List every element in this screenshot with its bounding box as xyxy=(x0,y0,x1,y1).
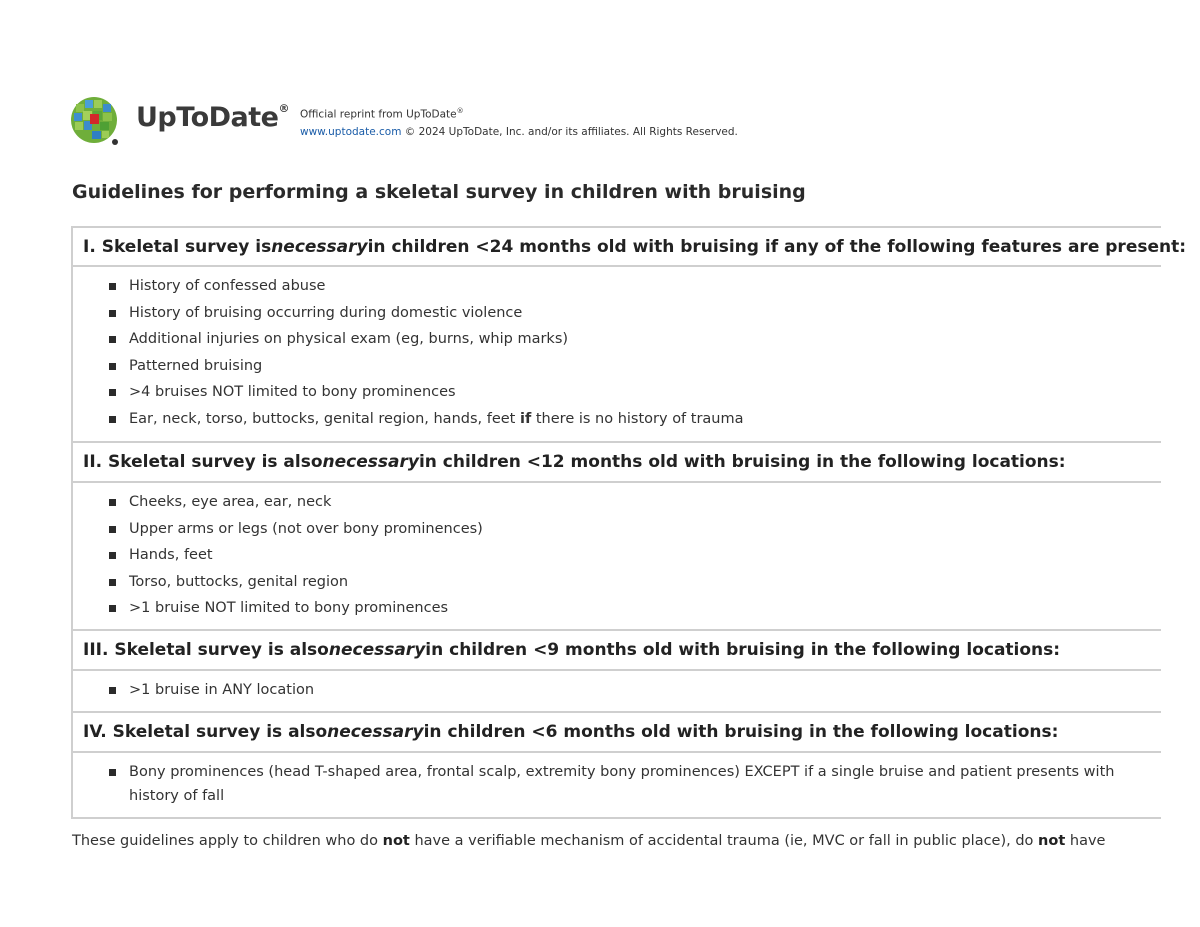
section-heading-4 xyxy=(73,711,1161,753)
item-text: >4 bruises NOT limited to bony prominences xyxy=(129,384,456,400)
bullet-square-icon xyxy=(109,605,116,612)
heading-text: in children <9 months old with bruising in the following locations: xyxy=(425,640,1061,660)
header xyxy=(70,96,970,146)
list-item xyxy=(109,493,1161,512)
item-text: Patterned bruising xyxy=(129,357,263,374)
list-item xyxy=(109,520,1161,539)
section-heading-2 xyxy=(73,441,1161,483)
reprint-registered-mark: ® xyxy=(456,107,464,115)
item-text: History of confessed abuse xyxy=(129,278,326,294)
copyright-line xyxy=(300,124,738,141)
list-item xyxy=(109,410,1161,429)
section-list-3 xyxy=(73,671,1161,711)
item-text-continuation: history of fall xyxy=(129,788,225,804)
section-heading-3 xyxy=(73,629,1161,671)
bullet-square-icon xyxy=(109,499,116,506)
heading-emphasis: necessary xyxy=(328,640,426,660)
reprint-line xyxy=(300,103,738,124)
heading-text: III. Skeletal survey is also xyxy=(83,640,329,660)
footer-text: These guidelines apply to children who do xyxy=(72,833,383,849)
list-item xyxy=(109,681,1161,700)
bullet-square-icon xyxy=(109,579,116,586)
list-item xyxy=(109,277,1161,296)
item-text: History of bruising occurring during domestic violence xyxy=(129,304,523,321)
list-item xyxy=(109,357,1161,376)
section-heading-1 xyxy=(73,226,1187,267)
item-text: >1 bruise in ANY location xyxy=(129,682,315,698)
section-list-1 xyxy=(73,267,1161,441)
brand-name-text: UpToDate xyxy=(136,102,279,133)
item-text-bold: if xyxy=(519,410,532,427)
bullet-square-icon xyxy=(109,310,116,317)
bullet-square-icon xyxy=(109,283,116,290)
bullet-square-icon xyxy=(109,416,116,423)
footer-note xyxy=(72,833,1105,849)
list-item xyxy=(109,763,1161,806)
heading-text: in children <6 months old with bruising in the following locations: xyxy=(423,722,1059,742)
item-text: Torso, buttocks, genital region xyxy=(129,573,349,590)
footer-text: have a verifiable mechanism of accidental trauma (ie, MVC or fall in public place), do xyxy=(409,833,1039,849)
site-link[interactable]: www.uptodate.com xyxy=(300,125,402,138)
bullet-square-icon xyxy=(109,526,116,533)
list-item xyxy=(109,573,1161,592)
bullet-square-icon xyxy=(109,389,116,396)
uptodate-logo-icon[interactable] xyxy=(70,96,120,146)
item-text: Ear, neck, torso, buttocks, genital region, hands, feet xyxy=(129,410,520,427)
bullet-square-icon xyxy=(109,363,116,370)
footer-bold: not xyxy=(1038,833,1066,849)
footer-bold: not xyxy=(382,833,410,849)
copyright-text: © 2024 UpToDate, Inc. and/or its affiliates. All Rights Reserved. xyxy=(404,125,738,138)
bullet-square-icon xyxy=(109,687,116,694)
list-item xyxy=(109,304,1161,323)
heading-text: II. Skeletal survey is also xyxy=(83,452,323,472)
item-text: >1 bruise NOT limited to bony prominences xyxy=(129,600,449,616)
item-text: Cheeks, eye area, ear, neck xyxy=(129,494,332,510)
heading-emphasis: necessary xyxy=(327,722,424,742)
list-item xyxy=(109,546,1161,565)
reprint-text: Official reprint from UpToDate xyxy=(300,108,457,121)
heading-text: I. Skeletal survey is xyxy=(83,236,272,257)
page-title: Guidelines for performing a skeletal survey in children with bruising xyxy=(72,181,806,203)
item-text: there is no history of trauma xyxy=(531,410,744,427)
footer-text: have xyxy=(1065,833,1106,849)
list-item xyxy=(109,330,1161,349)
heading-emphasis: necessary xyxy=(271,236,368,257)
item-text: Bony prominences (head T-shaped area, frontal scalp, extremity bony prominences) EXCEPT if a single bruise and patient presents with xyxy=(129,764,1115,780)
bullet-square-icon xyxy=(109,336,116,343)
list-item xyxy=(109,383,1161,402)
section-list-4 xyxy=(73,753,1161,819)
item-text: Additional injuries on physical exam (eg, burns, whip marks) xyxy=(129,331,569,347)
bullet-square-icon xyxy=(109,552,116,559)
bullet-square-icon xyxy=(109,769,116,776)
item-text: Hands, feet xyxy=(129,547,213,563)
list-item xyxy=(109,599,1161,618)
reprint-notice xyxy=(300,103,738,141)
item-text: Upper arms or legs (not over bony prominences) xyxy=(129,520,483,537)
guidelines-table xyxy=(71,226,1187,819)
section-list-2 xyxy=(73,483,1161,629)
heading-text: IV. Skeletal survey is also xyxy=(83,722,328,742)
heading-text: in children <24 months old with bruising if any of the following features are present: xyxy=(367,236,1187,257)
brand-name xyxy=(136,102,289,133)
brand-registered-mark: ® xyxy=(278,102,289,115)
heading-emphasis: necessary xyxy=(322,452,419,472)
heading-text: in children <12 months old with bruising in the following locations: xyxy=(418,452,1066,472)
